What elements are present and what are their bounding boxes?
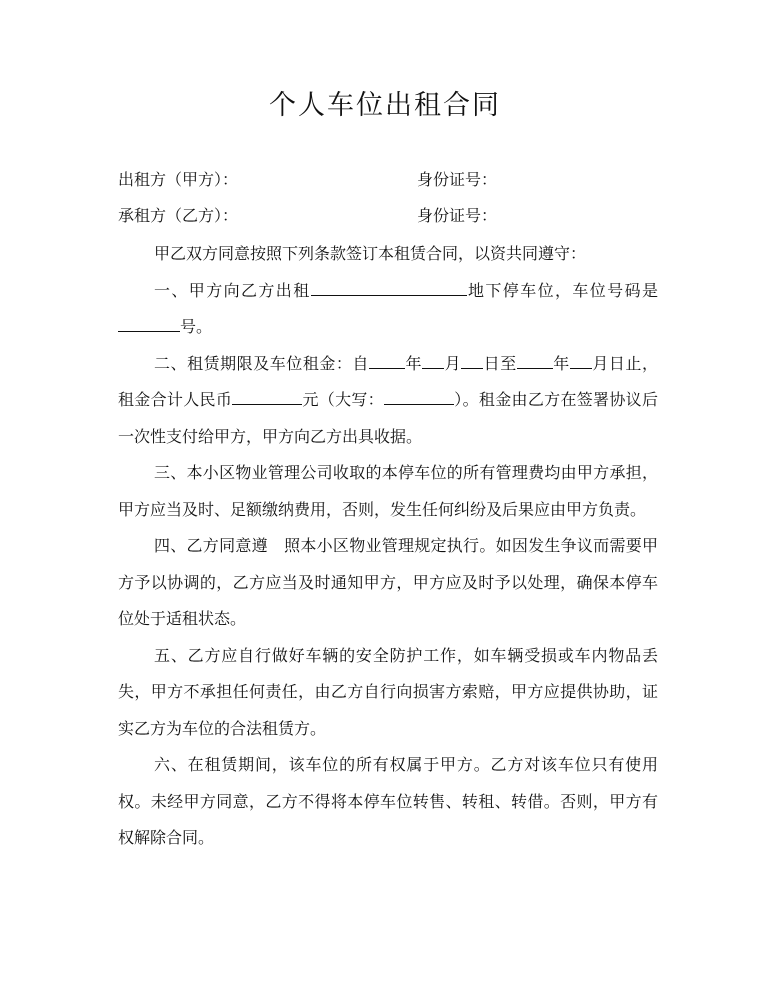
clause-2-year-2: 年	[552, 353, 570, 373]
clause-1-text-b: 地下停车位，车位号码是	[466, 280, 658, 300]
clause-1-text-a: 一、甲方向乙方出租	[154, 280, 311, 300]
lessor-label: 出租方（甲方）：	[118, 170, 239, 189]
intro-paragraph: 甲乙双方同意按照下列条款签订本租赁合同，以资共同遵守：	[154, 244, 587, 263]
clause-2-year-1: 年	[404, 353, 423, 373]
clause-2-text-a: 二、租赁期限及车位租金：自	[154, 353, 369, 373]
end-year-blank	[517, 352, 553, 369]
lessee-row	[118, 201, 678, 231]
location-blank	[311, 279, 467, 296]
clause-2-rest: ）。租金由乙方在签署协议后一次性支付给甲方，甲方向乙方出具收据。	[118, 390, 658, 446]
clause-5: 五、乙方应自行做好车辆的安全防护工作，如车辆受损或车内物品丢失，甲方不承担任何责任，由乙方自行向损害方索赔，甲方应提供协助，证实乙方为车位的合法租赁方。	[118, 645, 658, 738]
contract-title: 个人车位出租合同	[269, 90, 501, 121]
start-day-blank	[461, 352, 483, 369]
clause-6: 六、在租赁期间，该车位的所有权属于甲方。乙方对该车位只有使用权。未经甲方同意，乙方不得将本停车位转售、转租、转借。否则，甲方有权解除合同。	[118, 755, 658, 847]
spot-number-blank	[118, 315, 180, 332]
lessee-id-label: 身份证号：	[417, 206, 498, 225]
clause-1-text-c: 号。	[180, 317, 213, 336]
contract-body	[118, 236, 658, 857]
lessee-label: 承租方（乙方）：	[118, 206, 239, 225]
clause-4: 四、乙方同意遵 照本小区物业管理规定执行。如因发生争议而需要甲方予以协调的，乙方应当及时通知甲方，甲方应及时予以处理，确保本停车位处于适租状态。	[118, 536, 658, 628]
rent-amount-blank	[232, 388, 302, 405]
start-month-blank	[422, 352, 444, 369]
lessor-row	[118, 165, 678, 195]
clause-2-day-1: 日至	[483, 353, 517, 373]
start-year-blank	[369, 352, 405, 369]
lessor-id-label: 身份证号：	[417, 170, 498, 189]
clause-3: 三、本小区物业管理公司收取的本停车位的所有管理费均由甲方承担，甲方应当及时、足额缴纳费用，否则，发生任何纠纷及后果应由甲方负责。	[118, 463, 658, 519]
clause-2-month-2: 月日止，租金合计人民币	[118, 353, 658, 409]
end-month-blank	[570, 352, 592, 369]
clause-1	[118, 273, 658, 346]
clause-2	[118, 346, 658, 456]
clause-2-yuan: 元（大写：	[302, 390, 384, 409]
clause-2-month-1: 月	[444, 353, 462, 373]
rent-amount-words-blank	[384, 388, 454, 405]
